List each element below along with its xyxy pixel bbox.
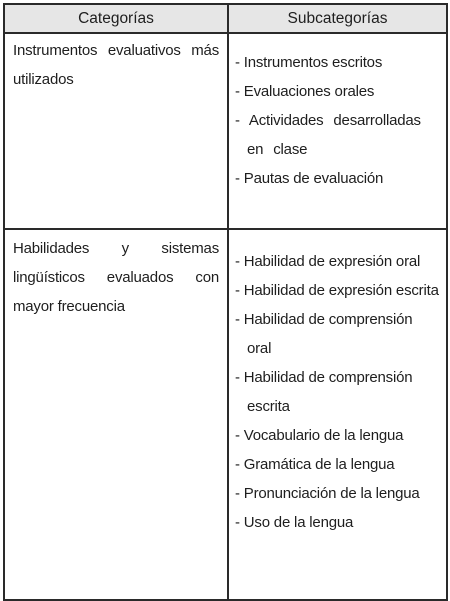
list-item: - Habilidad de comprensión oral [235, 311, 413, 357]
header-categorias: Categorías [4, 4, 228, 33]
list-item: - Actividades desarrolladas en clase [235, 112, 421, 158]
subcategory-list [235, 48, 440, 193]
subcategory-list [235, 247, 440, 537]
category-text: Habilidades y sistemas lingüísticos evaluados con mayor frecuencia [13, 240, 219, 315]
list-item: - Uso de la lengua [235, 514, 354, 531]
subcategory-cell [228, 33, 447, 229]
table-row [4, 33, 447, 229]
table-header-row [4, 4, 447, 33]
category-cell [4, 33, 228, 229]
categories-table [3, 3, 448, 601]
subcategory-cell [228, 229, 447, 600]
list-item: - Pronunciación de la lengua [235, 485, 420, 502]
table-row [4, 229, 447, 600]
list-item: - Instrumentos escritos [235, 54, 383, 71]
list-item: - Evaluaciones orales [235, 83, 375, 100]
list-item: - Habilidad de expresión oral [235, 253, 421, 270]
list-item: - Gramática de la lengua [235, 456, 395, 473]
list-item: - Pautas de evaluación [235, 170, 384, 187]
category-text: Instrumentos evaluativos más utilizados [13, 42, 219, 88]
list-item: - Habilidad de expresión escrita [235, 282, 439, 299]
list-item: - Habilidad de comprensión escrita [235, 369, 413, 415]
category-cell [4, 229, 228, 600]
list-item: - Vocabulario de la lengua [235, 427, 404, 444]
header-subcategorias: Subcategorías [228, 4, 447, 33]
